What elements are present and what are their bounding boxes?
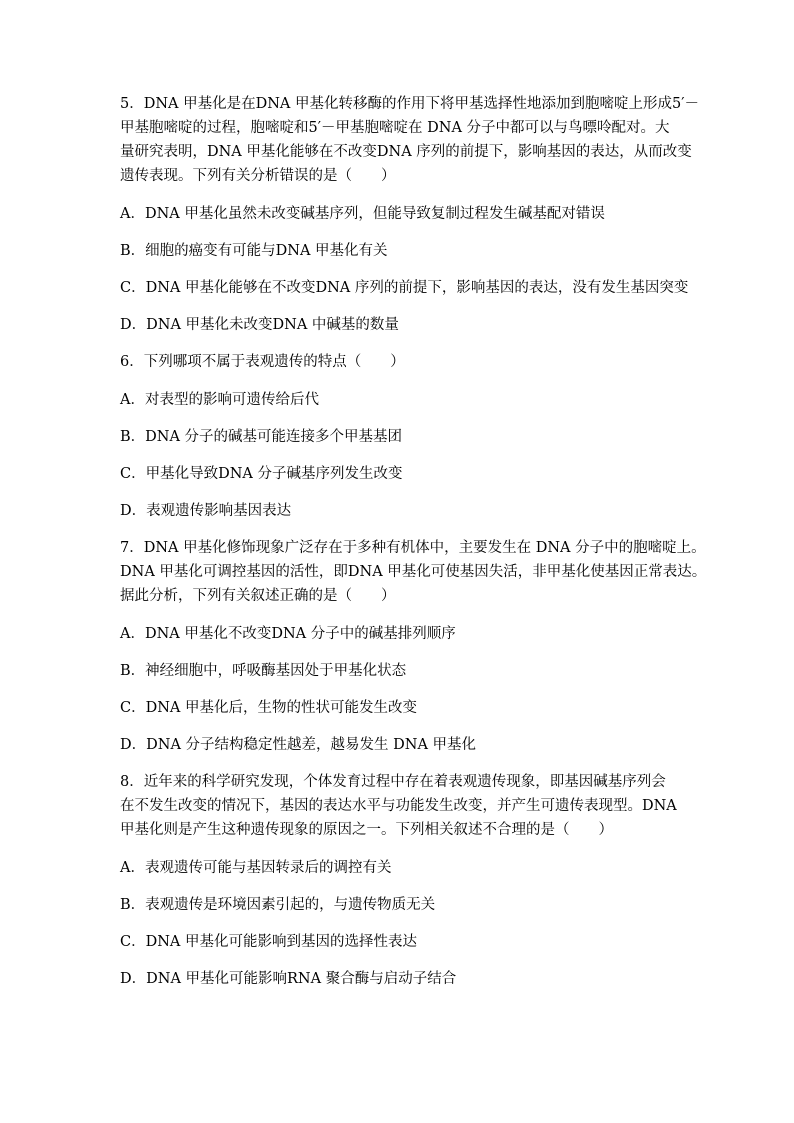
question-5 bbox=[120, 92, 700, 337]
question-5-stem bbox=[120, 92, 700, 188]
question-8-option-d: D．DNA 甲基化可能影响RNA 聚合酶与启动子结合 bbox=[120, 971, 457, 987]
question-8-stem bbox=[120, 770, 680, 842]
question-5-option-a: A．DNA 甲基化虽然未改变碱基序列，但能导致复制过程发生碱基配对错误 bbox=[120, 206, 605, 222]
stem-line: 8．近年来的科学研究发现，个体发育过程中存在着表观遗传现象，即基因碱基序列会 bbox=[120, 774, 666, 790]
stem-line: DNA 甲基化可调控基因的活性，即DNA 甲基化可使基因失活，非甲基化使基因正常表达。 bbox=[120, 564, 707, 580]
stem-line: 据此分析，下列有关叙述正确的是（ ） bbox=[120, 588, 396, 604]
question-7-stem bbox=[120, 536, 707, 608]
stem-line: 甲基化则是产生这种遗传现象的原因之一。下列相关叙述不合理的是（ ） bbox=[120, 822, 613, 838]
question-5-option-d: D．DNA 甲基化未改变DNA 中碱基的数量 bbox=[120, 317, 399, 333]
question-7-option-a: A．DNA 甲基化不改变DNA 分子中的碱基排列顺序 bbox=[120, 626, 456, 642]
stem-line: 量研究表明，DNA 甲基化能够在不改变DNA 序列的前提下，影响基因的表达，从而改变 bbox=[120, 144, 692, 160]
question-6-stem bbox=[120, 350, 680, 374]
question-6-option-c: C．甲基化导致DNA 分子碱基序列发生改变 bbox=[120, 466, 403, 482]
stem-line: 6．下列哪项不属于表观遗传的特点（ ） bbox=[120, 354, 405, 370]
stem-line: 5．DNA 甲基化是在DNA 甲基化转移酶的作用下将甲基选择性地添加到胞嘧啶上形成5′－ bbox=[120, 96, 700, 112]
question-6 bbox=[120, 350, 680, 523]
question-6-option-b: B．DNA 分子的碱基可能连接多个甲基基团 bbox=[120, 429, 403, 445]
question-7-option-d: D．DNA 分子结构稳定性越差，越易发生 DNA 甲基化 bbox=[120, 737, 477, 753]
question-7-option-c: C．DNA 甲基化后，生物的性状可能发生改变 bbox=[120, 700, 417, 716]
question-5-option-c: C．DNA 甲基化能够在不改变DNA 序列的前提下，影响基因的表达，没有发生基因突变 bbox=[120, 280, 689, 296]
question-5-option-b: B．细胞的癌变有可能与DNA 甲基化有关 bbox=[120, 243, 388, 259]
question-8-option-b: B．表观遗传是环境因素引起的，与遗传物质无关 bbox=[120, 897, 436, 913]
stem-line: 在不发生改变的情况下，基因的表达水平与功能发生改变，并产生可遗传表现型。DNA bbox=[120, 798, 677, 814]
stem-line: 甲基胞嘧啶的过程，胞嘧啶和5′－甲基胞嘧啶在 DNA 分子中都可以与鸟嘌呤配对。大 bbox=[120, 120, 670, 136]
stem-line: 遗传表现。下列有关分析错误的是（ ） bbox=[120, 168, 396, 184]
question-6-option-d: D．表观遗传影响基因表达 bbox=[120, 503, 292, 519]
question-7-option-b: B．神经细胞中，呼吸酶基因处于甲基化状态 bbox=[120, 663, 407, 679]
stem-line: 7．DNA 甲基化修饰现象广泛存在于多种有机体中，主要发生在 DNA 分子中的胞嘧啶上。 bbox=[120, 540, 706, 556]
question-8 bbox=[120, 770, 680, 991]
question-8-option-c: C．DNA 甲基化可能影响到基因的选择性表达 bbox=[120, 934, 417, 950]
question-8-option-a: A．表观遗传可能与基因转录后的调控有关 bbox=[120, 860, 392, 876]
question-6-option-a: A．对表型的影响可遗传给后代 bbox=[120, 392, 319, 408]
question-list bbox=[120, 92, 707, 1004]
question-7 bbox=[120, 536, 707, 757]
